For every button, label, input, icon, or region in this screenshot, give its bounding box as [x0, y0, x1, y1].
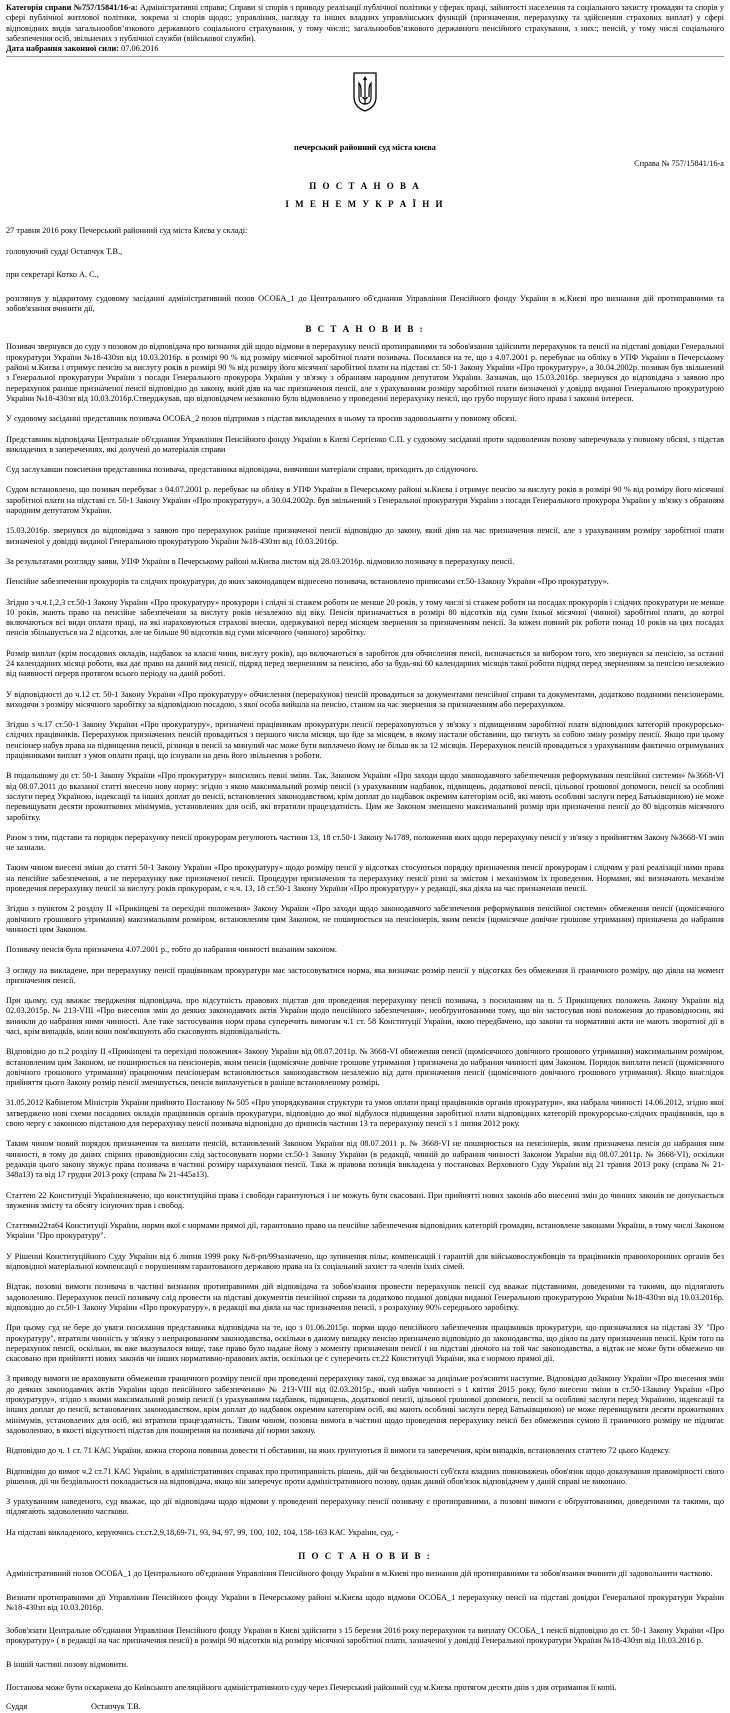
body-paragraph: З приводу вимоги не враховувати обмеження граничного розміру пенсії при проведенні перерахунку такої, суд вважає за доцільне роз'яснити наступне. Відповідно доЗакону України «Про внесення змін до деяких законодавчих актів України щодо пенсійного забезпечення» № 213-VIII від 02.03.2015р., який набув чинності з 1 квітня 2015 року, було внесено зміни в ст.50-1Закону України «Про прокуратуру», згідно з якими максимальний розмір пенсії (з урахуванням надбавок, підвищень, додаткової пенсії, цільової грошової допомоги, пенсії за особливі заслуги перед Україною, індексації та інших доплат до пенсії, встановлених законодавством, крім доплат до надбавок окремим категоріям осіб, які мають особливі заслуги перед Батьківщиною) не може перевищувати десяти прожиткових мінімумів, установлених для осіб, які втратили працездатність. Таким чином, позовна вимога в частині щодо проведення перерахунку пенсії без обмеження сумою її граничного розміру не підлягає задоволенню, в якості відсутності підстав для поширення на позивача дії норми закону. [6, 1374, 724, 1435]
document-title: П О С Т А Н О В А [309, 181, 421, 192]
case-category-text: Адміністративні справи; Справи зі спорів з приводу реалізації публічної політики у сферах праці, зайнятості населення та соціального захисту громадян та спорів у сфері публічної житлової політики, зокрема зі спорів щодо:; управління, нагляду та інших владних управлінських функцій (призначення, перерахунку та здійснення страхових виплат) у сфері відповідних видів загальнообов’язкового державного соціального страхування, у тому числі:; загальнообов’язкового державного пенсійного страхування, з них:; пенсій, у тому числі соціального забезпечення осіб, звільнених з публічної служби (військової служби). [6, 3, 724, 43]
body-paragraph: Розмір виплат (крім посадових окладів, надбавок за класні чини, вислугу років), що включаються в заробіток для обчислення пенсії, визначається за вибором того, хто звернувся за пенсією, за останні 24 календарних місяці роботи, яка дає право на даний вид пенсії, підряд перед зверненням за пенсією, або за будь-які 60 календарних місяців такої роботи підряд перед зверненням за пенсією незалежно від наявності перерв протягом всього періоду на даній роботі. [6, 648, 724, 679]
signature-block [6, 1702, 724, 1712]
header-divider [6, 56, 724, 57]
body-paragraph: Відповідно до п.2 розділу II «Прикінцеві та перехідні положення» Закону України від 08.07.2011р. № 3668-VI обмеження пенсії (щомісячного довічного грошового утримання) максимальним розміром, встановленим цим Законом, не поширюється на пенсіонерів, яким пенсія (щомісячне довічне грошове утримання ) призначена до набрання чинності цим Законом. Порядок виплати пенсії (щомісячного довічного грошового утримання) працюючим пенсіонерам встановлюється законодавством незалежно від дати призначення пенсії (щомісячного довічного грошового утримання). Якщо внаслідок прийняття цього Закону розмір пенсії зменшується, пенсія виплачується в раніше встановленому розмірі. [6, 1047, 724, 1088]
body-paragraph: 15.03.2016р. звернувся до відповідача з заявою про перерахунок раніше призначеної пенсії відповідно до закону, який діяв на час призначення пенсії, але з урахуванням розміру заробітної плати визначеної у довідці виданої Генеральною прокуратурою України №18-430зп від 10.03.2016р. [6, 526, 724, 546]
body-paragraph: У судовому засіданні представник позивача ОСОБА_2 позов підтримав з підстав викладених в ньому та просив задовольнити у повному обсязі. [6, 414, 517, 424]
resolution-paragraph: Визнати протиправними дії Управління Пенсійного фонду України в Печерському районі м.Києва щодо відмови ОСОБА_1 перерахунку пенсії на підставі довідки Генеральної прокуратури України №18-430зп від 10.03.2016р. [6, 1592, 724, 1612]
body-paragraph: Згідно з пунктом 2 розділу II «Прикінцеві та перехідні положення» Закону України «Про заходи щодо законодавчого забезпечення реформування пенсійної системи» обмеження пенсії (щомісячного довічного грошового утримання) максимальним розміром, встановленим цим Законом, не поширюється на пенсіонерів, яким пенсія (щомісячне довічне грошове утримання) призначена до набрання чинності цим Законом. [6, 904, 724, 934]
signature-name: Остапчук Т.В. [91, 1702, 141, 1712]
body-paragraph: При цьому, суд вважає твердження відповідача, про відсутність правових підстав для проведення перерахунку пенсії позивача, з посиланням на п. 5 Прикінцевих положень Закону України від 02.03.2015р. № 213-VIII «Про внесення змін до деяких законодавчих актів України щодо пенсійного забезпечення», необґрунтованими тому, що він застосував нові положення до правовідносин, які виникли до набрання ними чинності. Але таке застосування норм права суперечить вимогам ч.1 ст. 58 Конституції України, якою передбачено, що закони та нормативні акти не мають зворотної дії в часі, крім випадків, коли вони пом'якшують або скасовують відповідальність. [6, 996, 724, 1036]
resolution-paragraph: Адміністративний позов ОСОБА_1 до Центрального об'єднання Управління Пенсійного фонду України в м.Києві про визнання дій протиправними та зобов'язання вчинити дії задовольнити частково. [6, 1569, 713, 1579]
case-category-label: Категорія справи №757/15841/16-а: [6, 3, 138, 12]
intro-section [6, 226, 724, 314]
body-paragraph: Позивачу пенсія була призначена 4.07.2001 р., тобто до набрання чинності вказаним законом. [6, 945, 337, 955]
body-paragraph: Судом встановлено, що позивач перебуває з 04.07.2001 р. перебуває на обліку в УПФ України в Печерському районі м.Києва і отримує пенсію за вислугу років в розмірі 90 % від розміру його місячної заробітної плати на підставі ст. 50-1 Закону України «Про прокуратуру», а 30.04.2002р. був звільнений з Генеральної прокуратури України з посади Генерального прокурора України у зв'язку з обранням народним депутатом України. [6, 485, 724, 516]
body-paragraph: Пенсійне забезпечення прокурорів та слідчих прокуратури, до яких законодавцем віднесено позивача, встановлено приписами ст.50-1Закону України «Про прокуратуру». [6, 577, 609, 587]
body-paragraph: Таким чином новий порядок призначення та виплати пенсій, встановлений Законом України від 08.07.2011 р. № 3668-VI не поширюється на пенсіонерів, яким призначена пенсія до набрання ним чинності, в тому до даних спірних правовідносин слід застосовувати норми ст.50-1 Закону України (в редакції, чинній до набрання чинності Законом України від 08.07.2011р. № 3668-VI), оскільки редакція цього закону звужує права позивача в частині розміру нарахування пенсії. Така ж правова позиція викладена у постановах Верховного Суду України від 21 травня 2013 року (справа № 21-348а13) та від 17 грудня 2013 року (справа № 21-445а13). [6, 1139, 724, 1180]
signature-label: Суддя [6, 1702, 28, 1712]
body-paragraph: При цьому суд не бере до уваги посилання представника відповідача на те, що з 01.06.2015р. норми щодо пенсійного забезпечення працівників прокуратури, що призначалися на підставі ЗУ "Про прокуратуру", втратили чинність у зв'язку з непрацюванням законодавства, оскільки в даному випадку пенсію призначено відповідно до законодавства, що діяло на дату призначення пенсії. Крім того на перерахунок пенсії, оскільки, як вже вказувалося вище, таке право було надане йому з моменту призначення пенсії і на підставі діючого на той час законодавства, а відтак не може бути обмежено чи скасовано при прийнятті нових законів чи інших нормативно-правових актів, оскільки це є суперечить ст.22 Конституції України, яка є нормою прямої дії. [6, 1323, 724, 1364]
coat-of-arms-icon [352, 71, 378, 113]
case-category [6, 3, 724, 44]
entry-into-force [6, 44, 724, 54]
body-paragraph: Таким чином внесені зміни до статті 50-1 Закону України «Про прокуратуру» щодо розміру пенсії у відсотках стосуються порядку призначення пенсії прокурорам і слідчим у разі реалізації ними права на пенсійне забезпечення, а не перерахунку вже призначеної пенсії. Процедури призначення та перерахунку пенсії різні за змістом і механізмом їх проведення. Нормами, які визначають механізм проведення перерахунку пенсії за вислугу років прокурорам, є ч.ч. 13, 18 ст.50-1 Закону України «Про прокуратуру» у редакції, яка діяла на час призначення пенсії. [6, 863, 724, 894]
resolution-section [6, 1569, 724, 1693]
entry-into-force-label: Дата набрання законної сили: [6, 44, 120, 54]
intro-date: 27 травня 2016 року Печерський районний суд міста Києва у складі: [6, 225, 248, 235]
intro-claim: розглянув у відкритому судовому засіданні адміністративний позов ОСОБА_1 до Центрального об'єднання Управління Пенсійного фонду України в м.Києві про визнання дій протиправними та зобов'язання вчинити дії, [6, 293, 724, 313]
body-paragraph: Статтею 22 Конституції Українизначено, що конституційні права і свободи гарантуються і не можуть бути скасовані. При прийнятті нових законів або внесенні змін до чинних законів не допускається звуження змісту та обсягу існуючих прав і свобод. [6, 1190, 724, 1210]
case-number: Справа № 757/15841/16-а [634, 158, 724, 168]
body-paragraph: На підставі викладеного, керуючись ст.ст.2,9,18,69-71, 93, 94, 97, 99, 100, 102, 104, 158-163 КАС України, суд, - [6, 1527, 399, 1537]
body-paragraph: У відповідності до ч.12 ст. 50-1 Закону України «Про прокуратуру» обчислення (перерахунок) пенсій провадиться за документами пенсійної справи та документами, додатково поданими пенсіонерами, виходячи з розміру місячного заробітку за відповідною посадою, з якої особа вийшла на пенсію, станом на час звернення за призначенням або перерахунком. [6, 689, 724, 709]
body-paragraph: Представник відповідача Центральне об'єднання Управління Пенсійного фонду України в Києві Сергієнко С.П. у судовому засіданні проти задоволення позову заперечувала у повному обсязі, з підстав викладених в запереченнях, які долучені до матеріалів справи [6, 434, 724, 454]
body-paragraph: Статтями22та64 Конституції України, норми якої є нормами прямої дії, гарантовано право на пенсійне забезпечення відповідних категорій громадян, встановлене законами України, в тому числі Законом України "Про прокуратуру". [6, 1221, 724, 1241]
intro-judge: головуючий судді Остапчук Т.В., [6, 246, 123, 256]
body-paragraph: Відповідно до вимог ч.2 ст.71 КАС України, в адміністративних справах про протиправність рішень, дій чи бездіяльності суб'єкта владних повноважень обов'язок щодо доказування правомірності свого рішення, дії чи бездіяльності покладається на відповідача, якщо він заперечує проти адміністративного позову, однак даний обов'язок відповідачем у даній справі не виконано. [6, 1466, 724, 1486]
body-paragraph: Відтак, позовні вимоги позивача в частині визнання протиправними дій відповідача та зобов'язання провести перерахунок пенсії суд вважає підставними, доведеними та такими, що підлягають задоволенню. Перерахунок пенсії позивачу слід провести на підставі документів пенсійної справи та додатково поданої довідки виданої Генеральною прокуратурою України №18-430зп від 10.03.2016р. відповідно до ст.50-1 Закону України «Про прокуратуру», в редакції яка діяла на час призначення пенсії, з розрахунку 90% середнього заробітку. [6, 1282, 724, 1312]
resolution-paragraph: Зобов'язати Центральне об'єднання Управління Пенсійного фонду України в Києві здійснити з 15 березня 2016 року перерахунок та виплату ОСОБА_1 пенсії відповідно до ст. 50-1 Закону України «Про прокуратуру» ( в редакції на час призначення пенсії) в розмірі 90 відсотків від розміру місячної заробітної плати, зазначеної у довідці Генеральної прокуратури України №18-430зп від 10.03.2016 р. [6, 1626, 724, 1646]
body-paragraph: Відповідно до ч. 1 ст. 71 КАС України, кожна сторона повинна довести ті обставини, на яких ґрунтуються її вимоги та заперечення, крім випадків, встановлених статтею 72 цього Кодексу. [6, 1446, 671, 1456]
document-subtitle: І М Е Н Е М У К Р А Ї Н И [285, 199, 445, 210]
body-paragraph: Згідно з ч.17 ст.50-1 Закону України «Про прокуратуру», призначені працівникам прокуратури пенсії перераховуються у зв'язку з підвищенням заробітної плати відповідних категорій прокурорсько-слідчих працівників. Перерахунок призначених пенсій провадиться з першого числа місяця, що йде за місяцем, в якому настали обставини, що тягнуть за собою зміну розміру пенсії. Якщо при цьому пенсіонер набув права на підвищення пенсії, різниця в пенсії за минулий час може бути виплачено йому не більш як за 12 місяців. Перерахунок пенсій провадиться з урахуванням фактично отримуваних працівниками виплат з умов оплати праці, що існували на день його звільнення з роботи. [6, 720, 724, 761]
heading-resolved: П О С Т А Н О В И В : [298, 1550, 432, 1561]
resolution-paragraph: В іншій частині позову відмовити. [6, 1659, 129, 1669]
body-section [6, 342, 724, 1538]
body-paragraph: Позивач звернувся до суду з позовом до відповідача про визнання дій щодо відмови в перерахунку пенсії протиправними та зобов'язання здійснити перерахунок та пенсії на підставі довідки Генеральної прокуратури України №18-430зп від 10.03.2016р. в розмірі 90 % від розміру місячної заробітної плати позивача. Посилався на те, що з 4.07.2001 р. перебуває на обліку в УПФ України в Печерському районі м.Києва і отримує пенсію за вислугу років в розмірі 90 % від розміру його місячної заробітної плати на підставі ст. 50-1 Закону України «Про прокуратуру», а 30.04.2002р. позивач був звільнений з Генеральної прокуратури України з посади Генерального прокурора України у зв'язку з обранням народним депутатом України. Зазначав, що 15.03.2016р. звернувся до відповідача з заявою про перерахунок раніше призначеної пенсії відповідно до закону, який діяв на час призначення пенсії, але з урахуванням розміру заробітної плати визначеної у довідці виданої Генеральною прокуратурою України №18-430зп від 10.03.2016р.Стверджував, що відповідачем незаконно було відмовлено у проведенні перерахунку пенсії, що грубо порушує його права і законні інтереси. [6, 342, 724, 403]
body-paragraph: За результатами розгляду заяви, УПФ України в Печерському районі м.Києва листом від 28.03.2016р. відмовило позивачу в перерахунку пенсії. [6, 556, 515, 566]
resolution-paragraph: Постанова може бути оскаржена до Київського апеляційного адміністративного суду через Печерський районний суд м.Києва протягом десяти днів з дня отримання її копії. [6, 1683, 617, 1693]
body-paragraph: З огляду на викладене, при перерахунку пенсії працівникам прокуратури має застосовуватися норма, яка визначає розмір пенсії у відсотках без обмеження її граничного розміру, що діяла на момент призначення пенсії. [6, 965, 724, 985]
body-paragraph: 31.05.2012 Кабінетом Міністрів України прийнято Постанову № 505 «Про упорядкування структури та умов оплати праці працівників органів прокуратури», яка набрала чинності 14.06.2012, згідно якої затверджено нові схеми посадових окладів працівників органів прокуратури, відповідно до якої відбулося підвищення заробітної плати відповідних категорій прокурорсько-слідчих працівників, що в свою чергу є законною підставою для перерахунку пенсії позивача відповідно до приписів частини 13 та перерахунку пенсії з 1 липня 2012 року. [6, 1098, 724, 1129]
body-paragraph: Разом з тим, підстави та порядок перерахунку пенсії прокурорам регулюють частини 13, 18 ст.50-1 Закону №1789, положення яких щодо перерахунку пенсії у зв'язку з прийняттям Закону №3668-VI змін не зазнали. [6, 832, 724, 853]
court-name: печерський районний суд міста києва [294, 143, 436, 153]
body-paragraph: В подальшому до ст. 50-1 Закону України «Про прокуратуру» вносились певні зміни. Так, Законом України «Про заходи щодо законодавчого забезпечення реформування пенсійної системи» №3668-VI від 08.07.2011 до вказаної статті внесено нову норму: згідно з якою максимальний розмір пенсії (з урахуванням надбавок, підвищень, додаткової пенсії, цільової грошової допомоги, пенсії за особливі заслуги перед Україною, індексації та інших доплат до пенсії, встановлених законодавством, крім доплат до надбавок окремим категоріям осіб, які мають особливі заслуги перед Батьківщиною) не може перевищувати десяти прожиткових мінімумів, установлених для осіб, які втратили працездатність. Цим же Законом зменшено максимальний розмір при призначенні пенсії до 80 відсотків місячного заробітку. [6, 771, 724, 822]
body-paragraph: У Рішенні Конституційного Суду України від 6 липня 1999 року №8-рп/99зазначено, що зупинення пільг, компенсацій і гарантій для військовослужбовців та працівників правоохоронних органів без відповідної матеріальної компенсації є порушенням гарантованого державою права на їх соціальний захист та членів їхніх сімей. [6, 1251, 724, 1272]
body-paragraph: Згідно з ч.ч.1,2,3 ст.50-1 Закону України «Про прокуратуру» прокурори і слідчі зі стажем роботи не менше 20 років, у тому числі зі стажем роботи на посадах прокурорів і слідчих прокуратури не менше 10 років, мають право на пенсійне забезпечення за вислугу років незалежно від віку. Пенсія призначається в розмірі 80 відсотків від суми їхньої місячної (чинної) заробітної плати, до котрої включаються всі види оплати праці, на які нараховуються страхові внески, одержуваної перед місяцем звернення за призначенням пенсії. За кожен повний рік роботи понад 10 років на цих посадах пенсія збільшується на 2 відсотки, але не більше 90 відсотків від суми місячного (чинного) заробітку. [6, 597, 724, 638]
entry-into-force-date: 07.06.2016 [119, 44, 159, 54]
intro-secretary: при секретарі Котко А. С., [6, 270, 99, 280]
body-paragraph: З урахуванням наведеного, суд вважає, що дії відповідача щодо відмови у проведенні перерахунку пенсії позивачу є протиправними, а позовні вимоги є обґрунтованими, доведеними та такими, що підлягають задоволенню частково. [6, 1497, 724, 1517]
heading-established: В С Т А Н О В И В : [305, 324, 425, 335]
body-paragraph: Суд заслухавши пояснення представника позивача, представника відповідача, вивчивши матеріали справи, приходить до слідуючого. [6, 465, 478, 475]
